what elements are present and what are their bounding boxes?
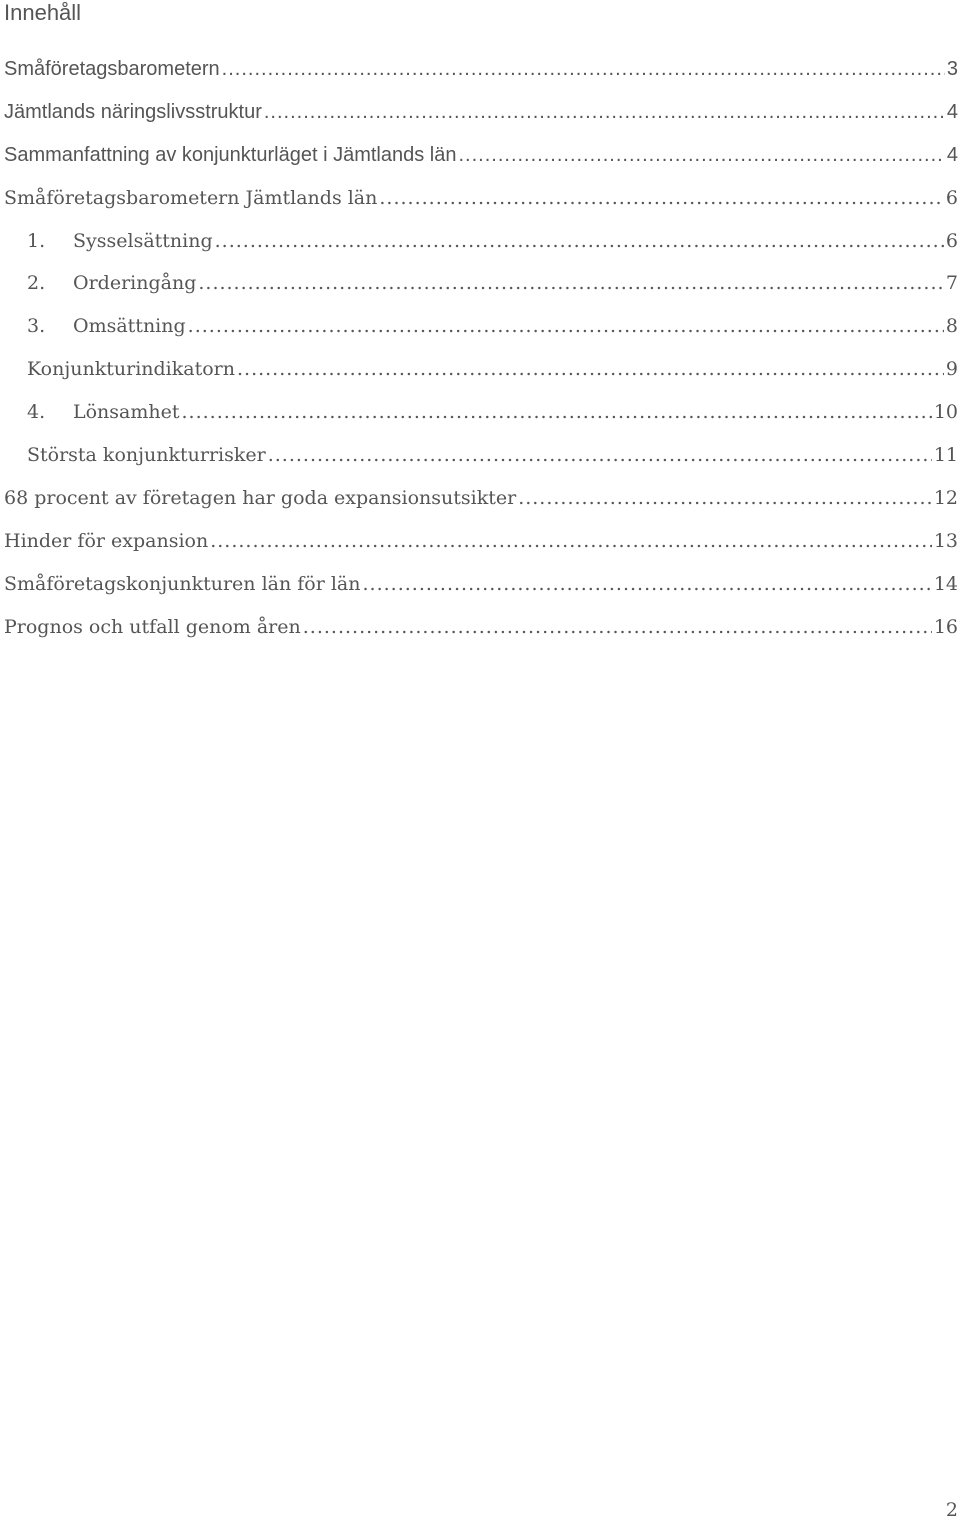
toc-entry[interactable] <box>0 97 960 140</box>
toc-entry-page: 6 <box>945 229 958 252</box>
toc-entry[interactable] <box>0 268 960 311</box>
toc-entry-page: 9 <box>945 358 958 381</box>
toc-entry[interactable] <box>0 311 960 354</box>
toc-heading: Innehåll <box>4 0 82 25</box>
toc-dot-leader <box>458 140 944 170</box>
toc-entry-title: Småföretagskonjunkturen län för län <box>4 572 361 595</box>
toc-entry[interactable] <box>0 612 960 655</box>
toc-entry-title: Hinder för expansion <box>4 529 209 552</box>
toc-entry-page: 12 <box>933 486 958 509</box>
toc-entry-number: 3. <box>27 315 46 338</box>
toc-entry[interactable] <box>0 526 960 569</box>
toc-entry-page: 14 <box>933 572 958 595</box>
toc-entry[interactable] <box>0 54 960 97</box>
toc-entry-page: 13 <box>933 529 958 552</box>
toc-entry-title: Prognos och utfall genom åren <box>4 615 301 638</box>
toc-entry-title: Sysselsättning <box>73 229 213 252</box>
toc-entry-page: 8 <box>945 315 958 338</box>
toc-entry[interactable] <box>0 354 960 397</box>
toc-entry-number: 1. <box>27 229 46 252</box>
toc-dot-leader <box>303 612 932 642</box>
toc-entry-title: Sammanfattning av konjunkturläget i Jämtlands län <box>4 143 457 166</box>
toc-entry-title: Största konjunkturrisker <box>27 444 266 467</box>
toc-dot-leader <box>379 183 944 213</box>
toc-entry[interactable] <box>0 440 960 483</box>
toc-entry[interactable] <box>0 183 960 226</box>
toc-dot-leader <box>268 440 932 470</box>
toc-entry-page: 11 <box>933 444 958 467</box>
toc-entry-title: Konjunkturindikatorn <box>27 358 235 381</box>
toc-entry-title: Jämtlands näringslivsstruktur <box>4 100 262 123</box>
toc-entry-page: 4 <box>946 100 958 123</box>
toc-entry-title: 68 procent av företagen har goda expansionsutsikter <box>4 486 517 509</box>
toc-entry[interactable] <box>0 397 960 440</box>
toc-dot-leader <box>363 569 932 599</box>
toc-dot-leader <box>188 311 944 341</box>
toc-entry[interactable] <box>0 140 960 183</box>
toc-dot-leader <box>518 483 932 513</box>
toc-dot-leader <box>237 354 944 384</box>
toc-entry-number: 2. <box>27 272 46 295</box>
table-of-contents <box>0 54 960 654</box>
toc-entry[interactable] <box>0 226 960 269</box>
toc-entry[interactable] <box>0 569 960 612</box>
toc-entry-title: Orderingång <box>73 272 197 295</box>
toc-entry-title: Lönsamhet <box>73 401 180 424</box>
toc-dot-leader <box>198 268 944 298</box>
toc-dot-leader <box>264 97 945 127</box>
toc-entry-title: Småföretagsbarometern Jämtlands län <box>4 186 378 209</box>
toc-entry-page: 10 <box>933 401 958 424</box>
toc-dot-leader <box>222 54 945 84</box>
toc-entry-number: 4. <box>27 401 46 424</box>
toc-entry-title: Omsättning <box>73 315 186 338</box>
toc-dot-leader <box>182 397 932 427</box>
page-number: 2 <box>945 1499 958 1521</box>
toc-entry[interactable] <box>0 483 960 526</box>
toc-entry-title: Småföretagsbarometern <box>4 58 220 80</box>
toc-entry-page: 3 <box>946 58 958 80</box>
toc-dot-leader <box>210 526 932 556</box>
toc-dot-leader <box>215 226 944 256</box>
toc-entry-page: 7 <box>945 272 958 295</box>
toc-entry-page: 4 <box>946 143 958 166</box>
toc-entry-page: 16 <box>933 615 958 638</box>
toc-entry-page: 6 <box>945 186 958 209</box>
